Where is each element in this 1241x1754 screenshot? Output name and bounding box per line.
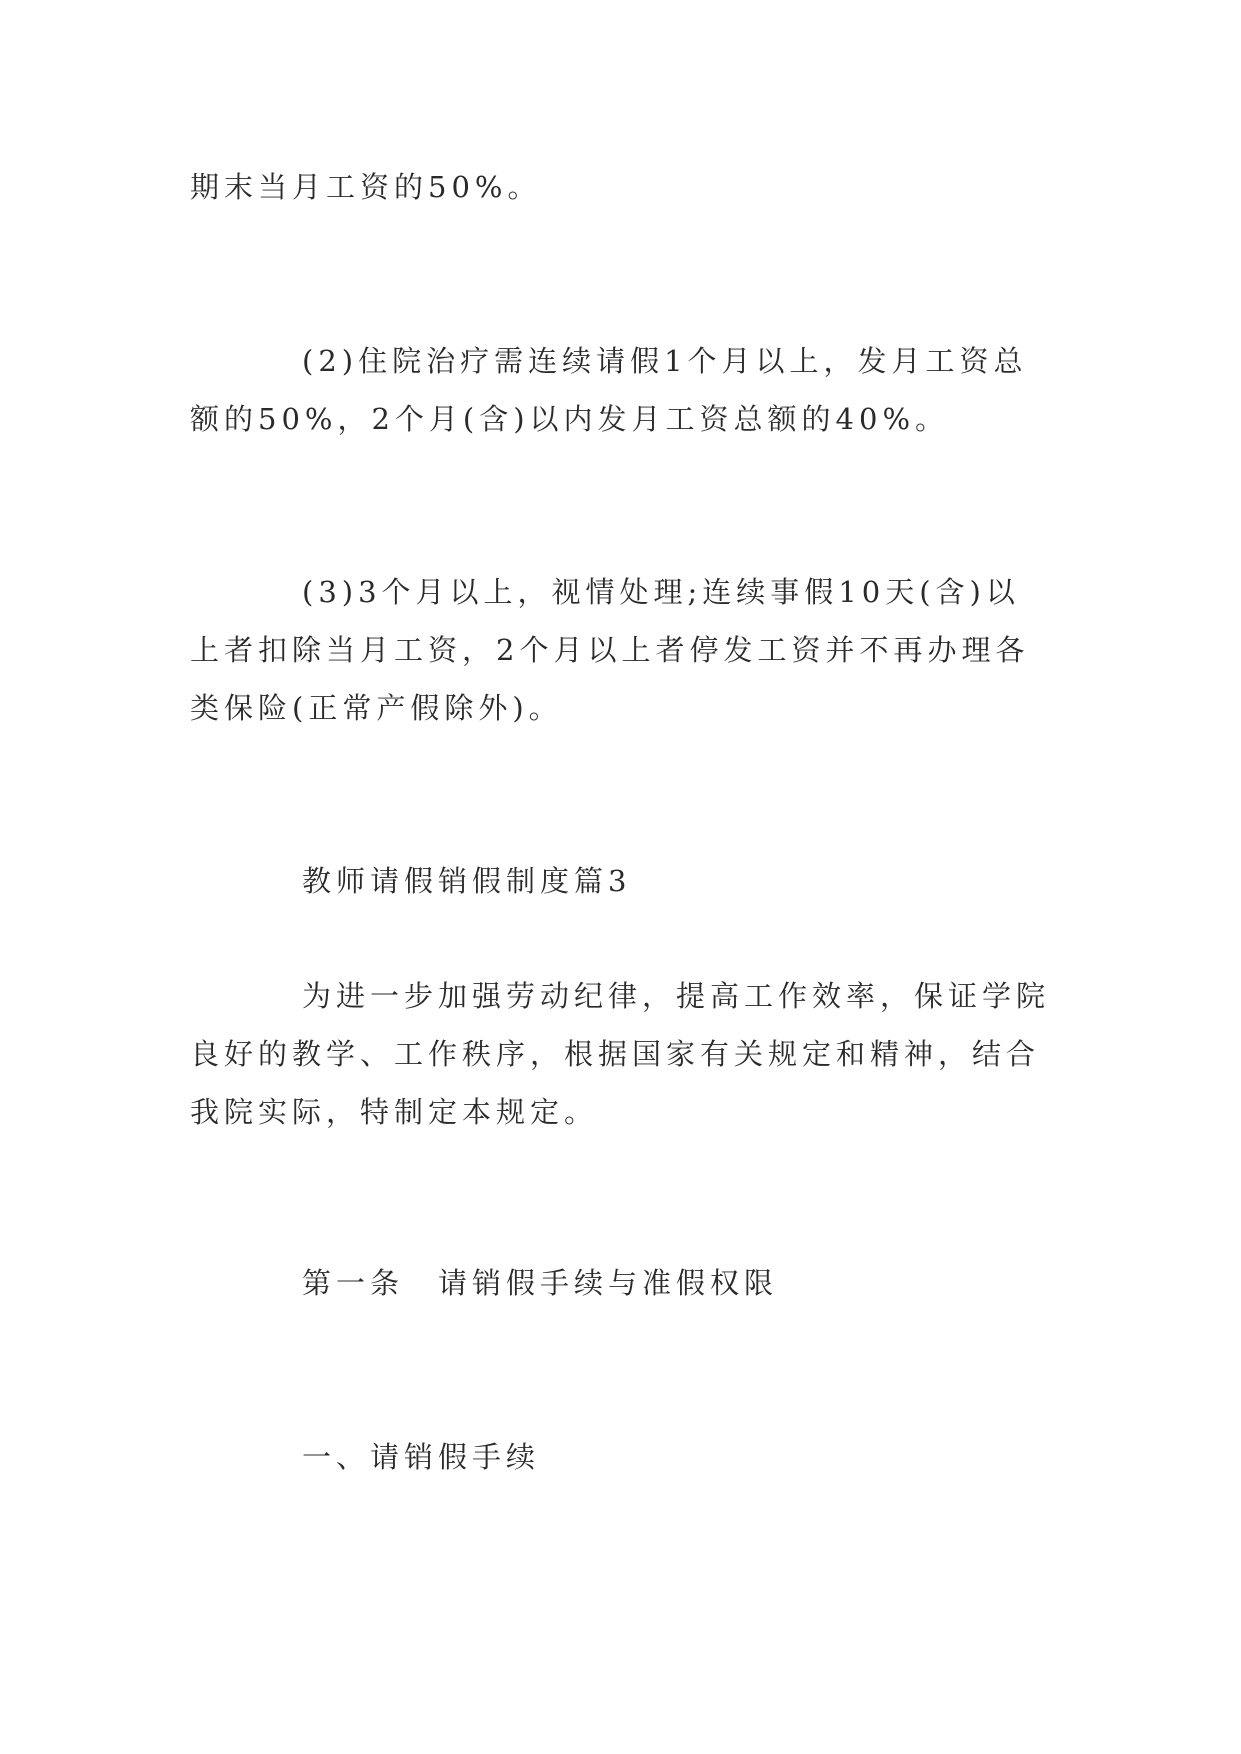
section-heading-part3: 教师请假销假制度篇3 [302,864,632,898]
paragraph-hospital-leave: (2)住院治疗需连续请假1个月以上，发月工资总额的50%，2个月(含)以内发月工资总额的40%。 [190,344,1028,436]
paragraph-salary-end: 期末当月工资的50%。 [190,170,542,204]
subsection-heading-1: 一、请销假手续 [302,1440,541,1474]
article-heading-1: 第一条 请销假手续与准假权限 [302,1266,779,1300]
paragraph-purpose: 为进一步加强劳动纪律，提高工作效率，保证学院良好的教学、工作秩序，根据国家有关规定和精神，结合我院实际，特制定本规定。 [190,979,1051,1129]
paragraph-long-leave: (3)3个月以上，视情处理;连续事假10天(含)以上者扣除当月工资，2个月以上者停发工资并不再办理各类保险(正常产假除外)。 [190,575,1030,725]
